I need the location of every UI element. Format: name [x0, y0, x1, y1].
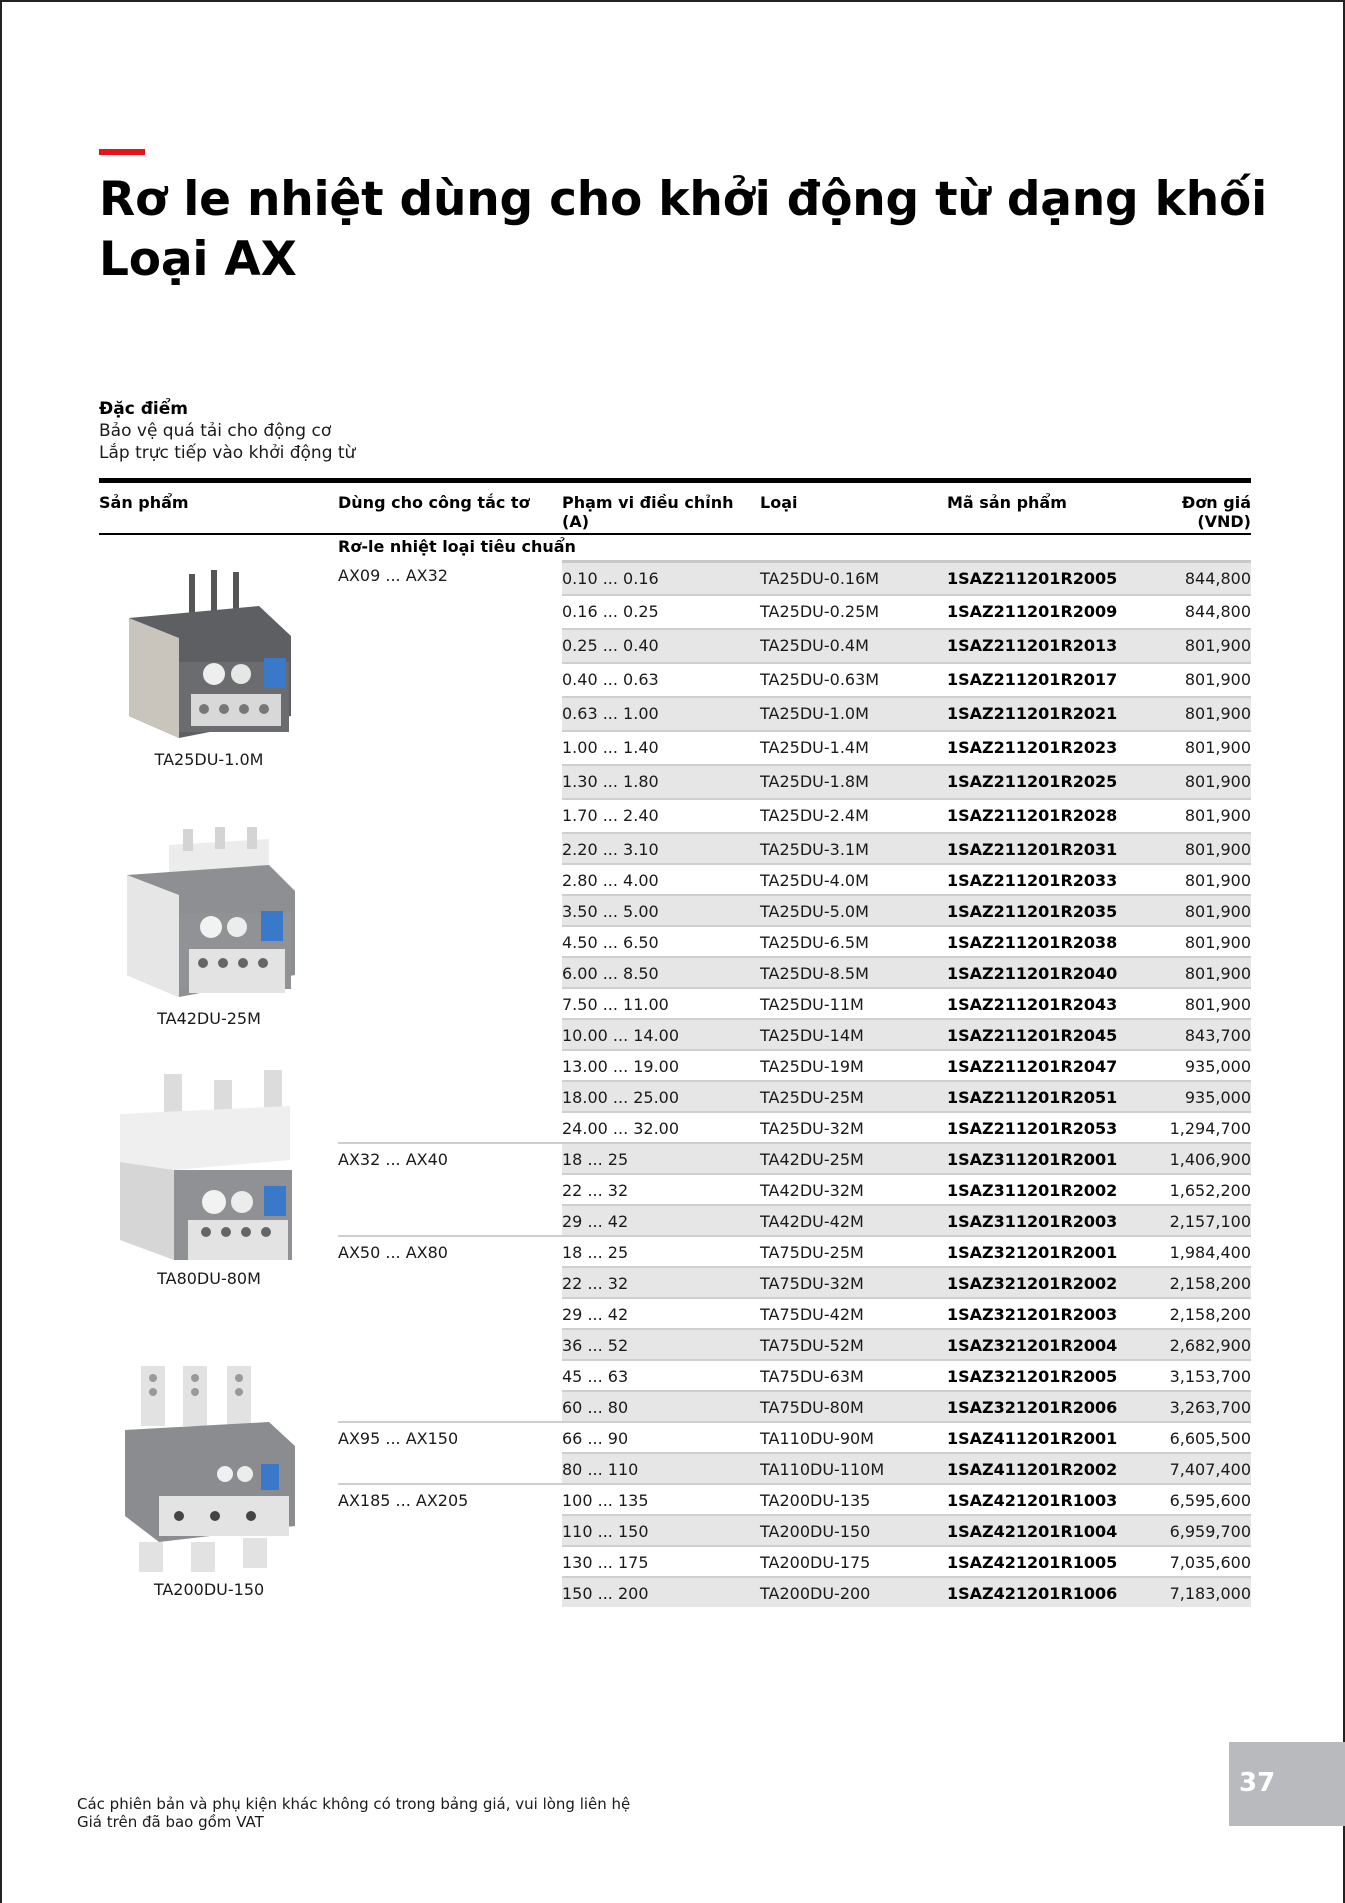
table-row: [562, 1421, 1251, 1452]
contactor-group-label: AX185 ... AX205: [338, 1483, 562, 1510]
range-cell: 22 ... 32: [562, 1274, 629, 1293]
type-cell: TA25DU-5.0M: [760, 902, 869, 921]
contactor-group-label: AX95 ... AX150: [338, 1421, 562, 1448]
code-cell: 1SAZ211201R2035: [947, 902, 1118, 921]
page-number: 37: [1239, 1768, 1276, 1798]
range-cell: 80 ... 110: [562, 1460, 639, 1479]
price-cell: 1,984,400: [1169, 1243, 1251, 1262]
table-row: [562, 628, 1251, 662]
price-cell: 801,900: [1184, 772, 1251, 791]
range-cell: 1.30 ... 1.80: [562, 772, 659, 791]
table-row: [562, 956, 1251, 987]
code-cell: 1SAZ321201R2003: [947, 1305, 1118, 1324]
header-range-line1: Phạm vi điều chỉnh: [562, 493, 734, 512]
type-cell: TA110DU-90M: [760, 1429, 874, 1448]
header-range: [562, 493, 734, 531]
code-cell: 1SAZ321201R2001: [947, 1243, 1118, 1262]
price-cell: 2,158,200: [1169, 1274, 1251, 1293]
contactor-group-label: AX32 ... AX40: [338, 1142, 562, 1169]
range-cell: 0.40 ... 0.63: [562, 670, 659, 689]
type-cell: TA25DU-1.0M: [760, 704, 869, 723]
code-cell: 1SAZ321201R2006: [947, 1398, 1118, 1417]
table-row: [562, 1142, 1251, 1173]
contactor-group-label: AX09 ... AX32: [338, 566, 448, 585]
title-line-2: Loại AX: [99, 232, 297, 287]
code-cell: 1SAZ411201R2002: [947, 1460, 1118, 1479]
product-figure: [99, 1070, 319, 1288]
type-cell: TA42DU-42M: [760, 1212, 864, 1231]
price-cell: 844,800: [1184, 602, 1251, 621]
price-cell: 7,035,600: [1169, 1553, 1251, 1572]
header-product: Sản phẩm: [99, 493, 189, 512]
range-cell: 18.00 ... 25.00: [562, 1088, 680, 1107]
code-cell: 1SAZ211201R2013: [947, 636, 1118, 655]
price-cell: 7,183,000: [1169, 1584, 1251, 1603]
price-cell: 801,900: [1184, 636, 1251, 655]
table-header: [99, 483, 1251, 535]
feature-item: Bảo vệ quá tải cho động cơ: [99, 421, 332, 441]
code-cell: 1SAZ411201R2001: [947, 1429, 1118, 1448]
table-row: [562, 1080, 1251, 1111]
range-cell: 13.00 ... 19.00: [562, 1057, 680, 1076]
product-figure: [99, 825, 319, 1028]
range-cell: 60 ... 80: [562, 1398, 629, 1417]
table-row: [562, 594, 1251, 628]
table-row: [562, 1328, 1251, 1359]
table-row: [562, 1545, 1251, 1576]
code-cell: 1SAZ311201R2003: [947, 1212, 1118, 1231]
price-cell: 801,900: [1184, 704, 1251, 723]
range-cell: 22 ... 32: [562, 1181, 629, 1200]
price-cell: 7,407,400: [1169, 1460, 1251, 1479]
price-cell: 1,406,900: [1169, 1150, 1251, 1169]
range-cell: 10.00 ... 14.00: [562, 1026, 680, 1045]
product-figure: [99, 1366, 319, 1599]
code-cell: 1SAZ211201R2017: [947, 670, 1118, 689]
code-cell: 1SAZ311201R2001: [947, 1150, 1118, 1169]
price-cell: 801,900: [1184, 806, 1251, 825]
price-cell: 3,263,700: [1169, 1398, 1251, 1417]
code-cell: 1SAZ211201R2040: [947, 964, 1118, 983]
price-cell: 801,900: [1184, 670, 1251, 689]
range-cell: 0.63 ... 1.00: [562, 704, 659, 723]
range-cell: 110 ... 150: [562, 1522, 649, 1541]
range-cell: 130 ... 175: [562, 1553, 649, 1572]
accent-bar: [99, 149, 145, 155]
code-cell: 1SAZ421201R1005: [947, 1553, 1118, 1572]
range-cell: 2.80 ... 4.00: [562, 871, 659, 890]
header-price-line2: (VND): [1197, 512, 1251, 531]
type-cell: TA200DU-150: [760, 1522, 871, 1541]
contactor-group-label: AX50 ... AX80: [338, 1235, 562, 1262]
range-cell: 3.50 ... 5.00: [562, 902, 659, 921]
table-row: [562, 1204, 1251, 1235]
range-cell: 29 ... 42: [562, 1305, 629, 1324]
price-cell: 801,900: [1184, 840, 1251, 859]
type-cell: TA25DU-19M: [760, 1057, 864, 1076]
product-caption: TA42DU-25M: [157, 1009, 261, 1028]
range-cell: 150 ... 200: [562, 1584, 649, 1603]
table-row: [562, 1049, 1251, 1080]
code-cell: 1SAZ211201R2033: [947, 871, 1118, 890]
table-row: [562, 925, 1251, 956]
table-row: [562, 696, 1251, 730]
table-row: [562, 1483, 1251, 1514]
section-title: Rơ-le nhiệt loại tiêu chuẩn: [338, 537, 576, 556]
range-cell: 36 ... 52: [562, 1336, 629, 1355]
footnote: [77, 1795, 630, 1831]
code-cell: 1SAZ211201R2023: [947, 738, 1118, 757]
range-cell: 4.50 ... 6.50: [562, 933, 659, 952]
type-cell: TA25DU-2.4M: [760, 806, 869, 825]
features-block: [99, 398, 355, 464]
type-cell: TA25DU-1.4M: [760, 738, 869, 757]
type-cell: TA25DU-1.8M: [760, 772, 869, 791]
code-cell: 1SAZ321201R2005: [947, 1367, 1118, 1386]
header-type: Loại: [760, 493, 798, 512]
code-cell: 1SAZ321201R2004: [947, 1336, 1118, 1355]
range-cell: 7.50 ... 11.00: [562, 995, 669, 1014]
price-cell: 801,900: [1184, 902, 1251, 921]
code-cell: 1SAZ211201R2045: [947, 1026, 1118, 1045]
type-cell: TA42DU-32M: [760, 1181, 864, 1200]
range-cell: 100 ... 135: [562, 1491, 649, 1510]
range-cell: 0.16 ... 0.25: [562, 602, 659, 621]
table-row: [562, 832, 1251, 863]
price-cell: 935,000: [1184, 1088, 1251, 1107]
range-cell: 1.00 ... 1.40: [562, 738, 659, 757]
header-price: [1182, 493, 1251, 531]
type-cell: TA25DU-0.25M: [760, 602, 880, 621]
table-row: [562, 1359, 1251, 1390]
price-cell: 801,900: [1184, 995, 1251, 1014]
range-cell: 6.00 ... 8.50: [562, 964, 659, 983]
table-row: [562, 1297, 1251, 1328]
range-cell: 18 ... 25: [562, 1243, 629, 1262]
thermal-relay-xlarge-icon: [119, 1366, 299, 1576]
type-cell: TA25DU-8.5M: [760, 964, 869, 983]
table-row: [562, 987, 1251, 1018]
range-cell: 45 ... 63: [562, 1367, 629, 1386]
range-cell: 24.00 ... 32.00: [562, 1119, 680, 1138]
code-cell: 1SAZ421201R1006: [947, 1584, 1118, 1603]
thermal-relay-medium-icon: [119, 825, 299, 1005]
table-row: [562, 764, 1251, 798]
price-table: [99, 478, 1251, 1603]
range-cell: 18 ... 25: [562, 1150, 629, 1169]
feature-item: Lắp trực tiếp vào khởi động từ: [99, 443, 356, 463]
table-row: [562, 730, 1251, 764]
product-caption: TA80DU-80M: [157, 1269, 261, 1288]
type-cell: TA75DU-52M: [760, 1336, 864, 1355]
price-cell: 801,900: [1184, 964, 1251, 983]
type-cell: TA200DU-135: [760, 1491, 871, 1510]
type-cell: TA25DU-0.63M: [760, 670, 880, 689]
page-title: [99, 170, 1299, 290]
code-cell: 1SAZ211201R2021: [947, 704, 1118, 723]
type-cell: TA25DU-4.0M: [760, 871, 869, 890]
header-for-contactor: Dùng cho công tắc tơ: [338, 493, 530, 512]
range-cell: 29 ... 42: [562, 1212, 629, 1231]
code-cell: 1SAZ211201R2031: [947, 840, 1118, 859]
footnote-line-2: Giá trên đã bao gồm VAT: [77, 1813, 264, 1831]
table-row: [562, 1235, 1251, 1266]
type-cell: TA25DU-14M: [760, 1026, 864, 1045]
header-range-line2: (A): [562, 512, 590, 531]
type-cell: TA25DU-0.4M: [760, 636, 869, 655]
header-code: Mã sản phẩm: [947, 493, 1067, 512]
code-cell: 1SAZ321201R2002: [947, 1274, 1118, 1293]
table-row: [562, 560, 1251, 594]
title-line-1: Rơ le nhiệt dùng cho khởi động từ dạng khối: [99, 172, 1267, 227]
price-cell: 935,000: [1184, 1057, 1251, 1076]
code-cell: 1SAZ211201R2005: [947, 569, 1118, 588]
type-cell: TA25DU-0.16M: [760, 569, 880, 588]
type-cell: TA75DU-25M: [760, 1243, 864, 1262]
table-row: [562, 1576, 1251, 1607]
features-heading: Đặc điểm: [99, 399, 188, 419]
code-cell: 1SAZ211201R2025: [947, 772, 1118, 791]
table-row: [562, 1514, 1251, 1545]
type-cell: TA42DU-25M: [760, 1150, 864, 1169]
type-cell: TA200DU-175: [760, 1553, 871, 1572]
code-cell: 1SAZ211201R2009: [947, 602, 1118, 621]
thermal-relay-small-icon: [119, 566, 299, 746]
range-cell: 2.20 ... 3.10: [562, 840, 659, 859]
type-cell: TA75DU-63M: [760, 1367, 864, 1386]
table-row: [562, 1452, 1251, 1483]
type-cell: TA75DU-32M: [760, 1274, 864, 1293]
footnote-line-1: Các phiên bản và phụ kiện khác không có trong bảng giá, vui lòng liên hệ: [77, 1795, 631, 1813]
table-row: [562, 1266, 1251, 1297]
range-cell: 0.10 ... 0.16: [562, 569, 659, 588]
price-cell: 801,900: [1184, 933, 1251, 952]
price-cell: 844,800: [1184, 569, 1251, 588]
thermal-relay-large-icon: [114, 1070, 304, 1265]
product-figure: [99, 566, 319, 769]
type-cell: TA110DU-110M: [760, 1460, 885, 1479]
code-cell: 1SAZ211201R2051: [947, 1088, 1118, 1107]
table-row: [562, 662, 1251, 696]
price-cell: 1,294,700: [1169, 1119, 1251, 1138]
price-cell: 843,700: [1184, 1026, 1251, 1045]
range-cell: 0.25 ... 0.40: [562, 636, 659, 655]
table-row: [562, 1390, 1251, 1421]
price-cell: 2,158,200: [1169, 1305, 1251, 1324]
type-cell: TA75DU-42M: [760, 1305, 864, 1324]
product-caption: TA200DU-150: [153, 1580, 265, 1599]
price-cell: 801,900: [1184, 871, 1251, 890]
table-row: [562, 1173, 1251, 1204]
table-row: [562, 894, 1251, 925]
table-row: [562, 798, 1251, 832]
type-cell: TA25DU-11M: [760, 995, 864, 1014]
price-cell: 6,595,600: [1169, 1491, 1251, 1510]
price-cell: 801,900: [1184, 738, 1251, 757]
code-cell: 1SAZ211201R2038: [947, 933, 1118, 952]
code-cell: 1SAZ211201R2053: [947, 1119, 1118, 1138]
range-cell: 1.70 ... 2.40: [562, 806, 659, 825]
price-cell: 3,153,700: [1169, 1367, 1251, 1386]
table-row: [562, 1111, 1251, 1142]
range-cell: 66 ... 90: [562, 1429, 629, 1448]
price-cell: 6,605,500: [1169, 1429, 1251, 1448]
code-cell: 1SAZ421201R1003: [947, 1491, 1118, 1510]
product-caption: TA25DU-1.0M: [154, 750, 264, 769]
price-cell: 2,157,100: [1169, 1212, 1251, 1231]
code-cell: 1SAZ311201R2002: [947, 1181, 1118, 1200]
price-cell: 6,959,700: [1169, 1522, 1251, 1541]
table-row: [562, 863, 1251, 894]
type-cell: TA25DU-25M: [760, 1088, 864, 1107]
table-row: [562, 1018, 1251, 1049]
type-cell: TA75DU-80M: [760, 1398, 864, 1417]
type-cell: TA200DU-200: [760, 1584, 871, 1603]
price-cell: 2,682,900: [1169, 1336, 1251, 1355]
code-cell: 1SAZ211201R2028: [947, 806, 1118, 825]
code-cell: 1SAZ421201R1004: [947, 1522, 1118, 1541]
price-cell: 1,652,200: [1169, 1181, 1251, 1200]
code-cell: 1SAZ211201R2043: [947, 995, 1118, 1014]
type-cell: TA25DU-3.1M: [760, 840, 869, 859]
type-cell: TA25DU-6.5M: [760, 933, 869, 952]
header-price-line1: Đơn giá: [1181, 493, 1251, 512]
code-cell: 1SAZ211201R2047: [947, 1057, 1118, 1076]
type-cell: TA25DU-32M: [760, 1119, 864, 1138]
